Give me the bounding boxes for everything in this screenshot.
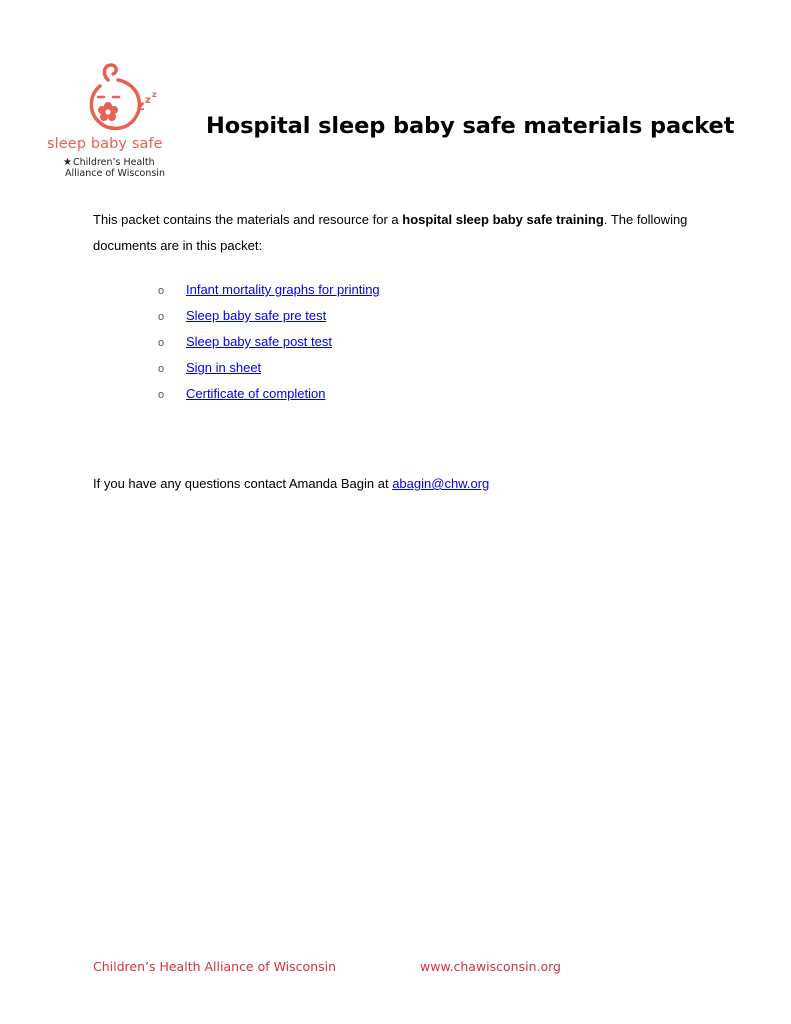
intro-paragraph: This packet contains the materials and resource for a hospital sleep baby safe training. The following documents are in this packet: [93,212,688,253]
link-sign-in-sheet[interactable]: Sign in sheet [186,360,262,375]
circle-bullet-icon: o [158,363,165,375]
link-post-test[interactable]: Sleep baby safe post test [186,334,332,349]
circle-bullet-icon: o [158,337,165,349]
contact-email-link[interactable]: abagin@chw.org [392,476,490,491]
footer-org-name: Children’s Health Alliance of Wisconsin [93,959,337,974]
list-item [158,277,380,303]
document-list [158,277,380,407]
logo-org-line2: Alliance of Wisconsin [65,168,165,179]
intro-bold-phrase: hospital sleep baby safe training [402,212,604,227]
link-certificate[interactable]: Certificate of completion [186,386,326,401]
circle-bullet-icon: o [158,389,165,401]
contact-line: If you have any questions contact Amanda Bagin at abagin@chw.org [93,476,490,491]
link-pre-test[interactable]: Sleep baby safe pre test [186,308,327,323]
list-item [158,303,380,329]
sleeping-baby-icon [78,60,168,138]
sleep-baby-safe-logo [44,60,184,185]
star-icon: ★ [63,157,72,168]
svg-text:z: z [137,99,145,114]
circle-bullet-icon: o [158,285,165,297]
link-infant-mortality-graphs[interactable]: Infant mortality graphs for printing [186,282,380,297]
logo-wordmark: sleep baby safe [47,136,163,152]
list-item [158,381,380,407]
svg-text:z: z [145,95,151,106]
svg-text:z: z [152,90,157,99]
list-item [158,355,380,381]
logo-org-line1: ★Children’s Health [63,157,155,168]
footer-website: www.chawisconsin.org [420,959,561,974]
circle-bullet-icon: o [158,311,165,323]
list-item [158,329,380,355]
page-title: Hospital sleep baby safe materials packet [206,113,735,139]
